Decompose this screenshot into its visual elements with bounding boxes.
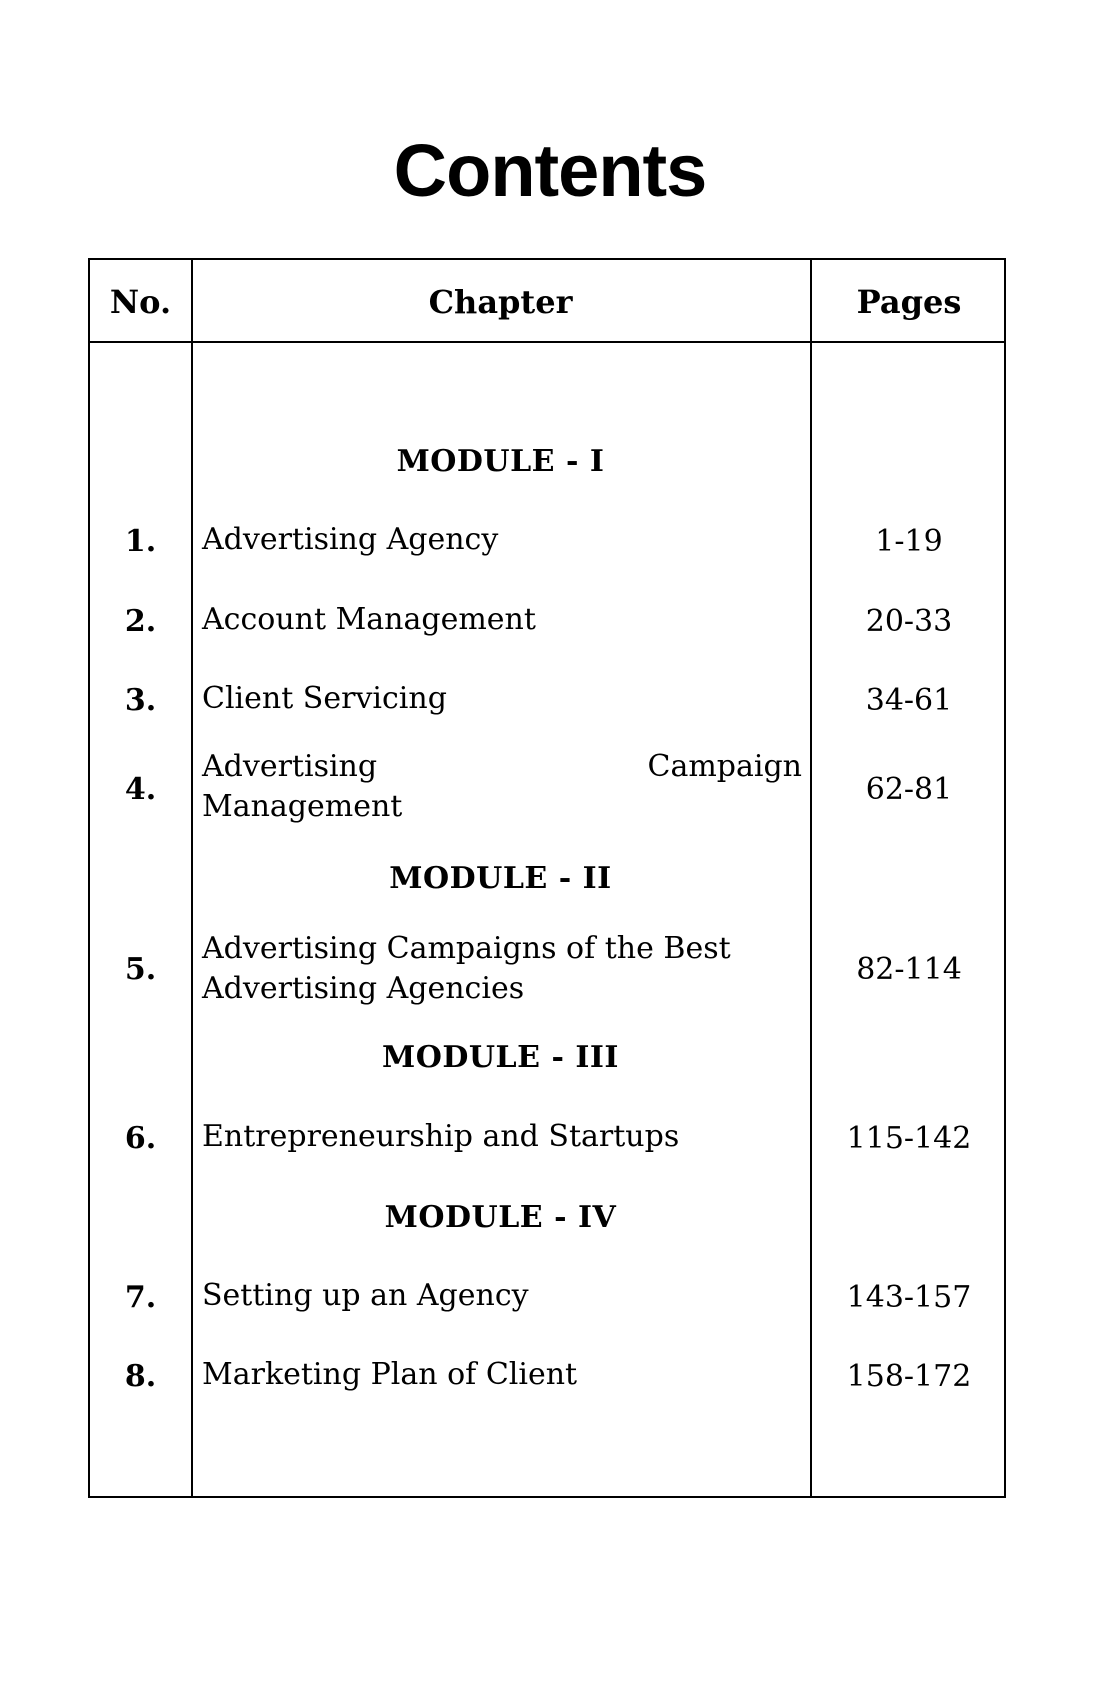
chapter-title-line-1: Advertising Campaigns of the Best <box>202 931 731 966</box>
chapter-number: 4. <box>124 772 157 807</box>
chapter-number: 3. <box>124 683 157 718</box>
chapter-number: 2. <box>124 604 157 639</box>
chapter-title-line-1 <box>202 747 802 787</box>
chapter-number: 6. <box>124 1121 157 1156</box>
chapter-title: Setting up an Agency <box>202 1278 529 1313</box>
module-heading-1: MODULE - I <box>396 444 605 479</box>
chapter-title-word: Advertising <box>202 749 378 784</box>
chapter-pages: 143-157 <box>846 1280 972 1315</box>
header-divider <box>90 341 1004 343</box>
chapter-pages: 115-142 <box>846 1121 972 1156</box>
chapter-number: 5. <box>124 952 157 987</box>
chapter-title: Advertising Agency <box>202 522 499 557</box>
chapter-pages: 34-61 <box>865 683 953 718</box>
chapter-number: 1. <box>124 524 157 559</box>
chapter-title <box>202 929 802 1009</box>
contents-table <box>88 258 1006 1498</box>
chapter-title-line-2: Management <box>202 789 403 824</box>
chapter-title-word: Campaign <box>647 749 802 784</box>
chapter-title: Entrepreneurship and Startups <box>202 1119 680 1154</box>
chapter-title: Account Management <box>202 602 536 637</box>
chapter-pages: 62-81 <box>865 772 953 807</box>
module-heading-2: MODULE - II <box>389 861 612 896</box>
chapter-pages: 82-114 <box>856 952 962 987</box>
chapter-pages: 1-19 <box>875 524 943 559</box>
chapter-title: Marketing Plan of Client <box>202 1357 578 1392</box>
chapter-pages: 20-33 <box>865 604 953 639</box>
chapter-number: 8. <box>124 1359 157 1394</box>
header-pages: Pages <box>856 283 962 321</box>
module-heading-3: MODULE - III <box>382 1040 619 1075</box>
chapter-number: 7. <box>124 1280 157 1315</box>
chapter-title: Client Servicing <box>202 681 447 716</box>
chapter-title <box>202 747 802 827</box>
header-chapter: Chapter <box>428 283 573 321</box>
chapter-pages: 158-172 <box>846 1359 972 1394</box>
page-title: Contents <box>393 129 707 212</box>
chapter-title-line-2: Advertising Agencies <box>202 971 525 1006</box>
module-heading-4: MODULE - IV <box>384 1200 617 1235</box>
header-no: No. <box>109 283 172 321</box>
